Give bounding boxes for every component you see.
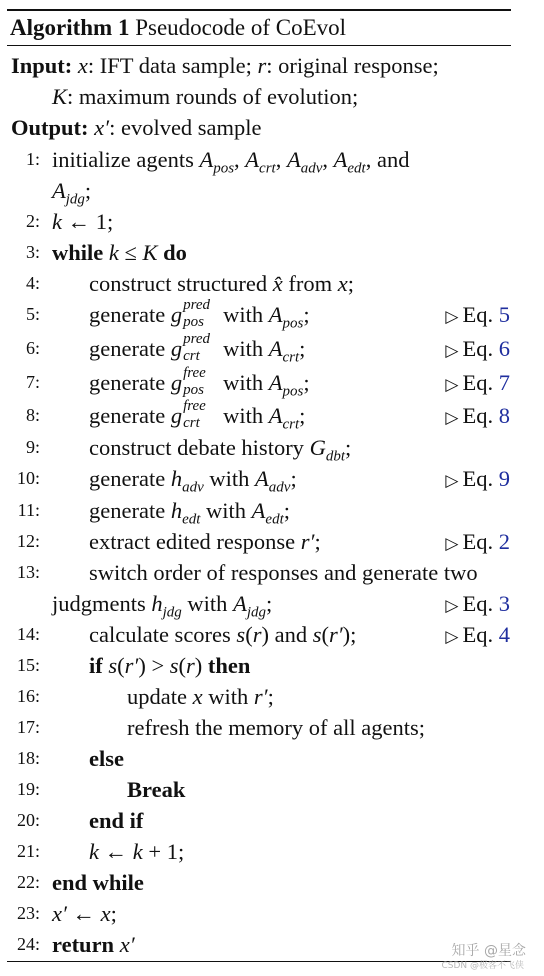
equation-ref-link[interactable]: 5 (498, 302, 510, 327)
algo-line-24: 24: return x′ (16, 932, 135, 957)
input-line: Input: x: IFT data sample; r: original response; (11, 53, 439, 78)
equation-ref-link[interactable]: 2 (498, 529, 510, 554)
output-label: Output: (11, 115, 89, 140)
algo-line-3: 3: while k ≤ K do (25, 240, 187, 265)
top-rule (7, 9, 511, 11)
comment: ▷ Eq. 4 (445, 622, 510, 647)
bottom-rule (7, 961, 511, 962)
algo-line-14: 14: calculate scores s(r) and s(r′); ▷ Eq. 4 (0, 619, 544, 650)
watermark-sub: CSDN @极客不飞侠 (441, 961, 524, 971)
algo-line-21: 21: k ← k + 1; (16, 839, 185, 864)
algo-line-19: 19: Break (16, 777, 186, 802)
algo-line-23: 23: x′ ← x; (16, 901, 117, 926)
comment: ▷ Eq. 3 (445, 591, 510, 616)
algo-line-20: 20: end if (16, 808, 144, 833)
algo-line-2: 2: k ← 1; (25, 209, 114, 234)
algorithm-label: Algorithm 1 (10, 15, 130, 40)
algo-line-16: 16: update x with r′; (16, 684, 274, 709)
algo-line-13-continuation: judgments $h_{jdg}$ with $A_{jdg}$; ▷ Eq. 3 (0, 588, 544, 619)
output-line: Output: x′: evolved sample (11, 115, 262, 140)
input-line-continuation: K: maximum rounds of evolution; (52, 84, 359, 109)
comment: ▷ Eq. 9 (445, 466, 510, 491)
algo-line-9: 9: construct debate history $G_{dbt}$; (25, 435, 352, 465)
equation-ref-link[interactable]: 7 (498, 370, 510, 395)
algo-line-5: 5: generate g pred pos with $A_{pos}$; ▷ Eq. 5 (25, 297, 510, 332)
algo-line-8: 8: generate g free crt with $A_{crt}$; ▷ Eq. 8 (25, 398, 510, 433)
algo-line-1-continuation: $A_{jdg}$; (52, 178, 92, 208)
input-label: Input: (11, 53, 73, 78)
equation-ref-link[interactable]: 4 (498, 622, 510, 647)
algo-line-1: 1: initialize agents $A_{pos}$, $A_{crt}$, $A_{adv}$, $A_{edt}$, and (25, 147, 410, 177)
comment: ▷ Eq. 8 (445, 403, 510, 428)
equation-ref-link[interactable]: 3 (498, 591, 510, 616)
algo-line-6: 6: generate g pred crt with $A_{crt}$; ▷ Eq. 6 (25, 331, 510, 366)
caption-rule (7, 45, 511, 46)
algo-line-10: 10: generate $h_{adv}$ with $A_{adv}$; ▷ Eq. 9 (0, 463, 544, 494)
algo-line-7: 7: generate g free pos with $A_{pos}$; ▷ Eq. 7 (25, 365, 510, 400)
algo-line-22: 22: end while (16, 870, 144, 895)
algo-line-15: 15: if s(r′) > s(r) then (16, 653, 251, 678)
equation-ref-link[interactable]: 8 (498, 403, 510, 428)
algorithm-caption (10, 12, 346, 44)
algo-line-4: 4: construct structured x̂ from x; (25, 271, 354, 296)
algo-line-13: 13: switch order of responses and generate two (16, 560, 478, 585)
comment: ▷ Eq. 2 (445, 529, 510, 554)
comment: ▷ Eq. 7 (445, 370, 510, 395)
watermark: 知乎 @星念 (451, 943, 526, 959)
algo-line-11: 11: generate $h_{edt}$ with $A_{edt}$; (17, 498, 291, 528)
equation-ref-link[interactable]: 6 (498, 336, 510, 361)
algorithm-title: Pseudocode of CoEvol (135, 15, 347, 40)
algo-line-17: 17: refresh the memory of all agents; (16, 715, 426, 740)
equation-ref-link[interactable]: 9 (498, 466, 510, 491)
comment: ▷ Eq. 5 (445, 302, 510, 327)
comment: ▷ Eq. 6 (445, 336, 510, 361)
algo-line-18: 18: else (16, 746, 124, 771)
algo-line-12: 12: extract edited response r′; ▷ Eq. 2 (0, 526, 544, 557)
